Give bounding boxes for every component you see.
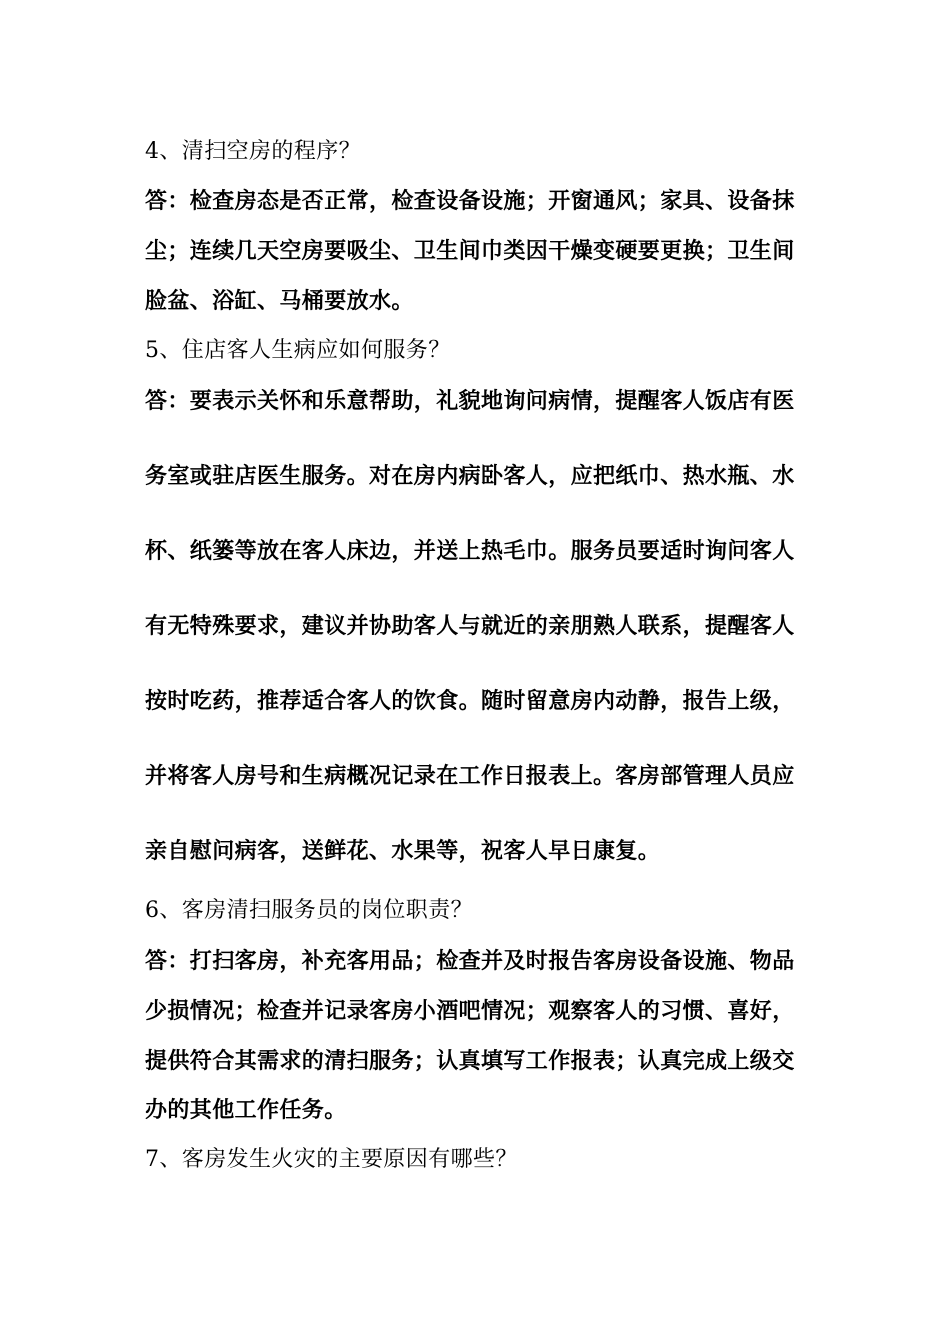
question-6: 6、客房清扫服务员的岗位职责？ bbox=[145, 898, 473, 923]
answer-4-line-3: 脸盆、浴缸、马桶要放水。 bbox=[145, 288, 414, 314]
answer-5-line-4: 有无特殊要求，建议并协助客人与就近的亲朋熟人联系，提醒客人 bbox=[145, 613, 795, 639]
answer-5-line-1: 答：要表示关怀和乐意帮助，礼貌地询问病情，提醒客人饭店有医 bbox=[145, 388, 795, 414]
answer-6-line-4: 办的其他工作任务。 bbox=[145, 1097, 347, 1123]
question-4: 4、清扫空房的程序？ bbox=[145, 139, 361, 164]
question-7: 7、客房发生火灾的主要原因有哪些？ bbox=[145, 1147, 518, 1172]
question-5: 5、住店客人生病应如何服务？ bbox=[145, 338, 451, 363]
answer-4-line-2: 尘；连续几天空房要吸尘、卫生间巾类因干燥变硬要更换；卫生间 bbox=[145, 238, 795, 264]
answer-5-line-5: 按时吃药，推荐适合客人的饮食。随时留意房内动静，报告上级， bbox=[145, 688, 795, 714]
answer-5-line-2: 务室或驻店医生服务。对在房内病卧客人，应把纸巾、热水瓶、水 bbox=[145, 463, 795, 489]
answer-4-line-1: 答：检查房态是否正常，检查设备设施；开窗通风；家具、设备抹 bbox=[145, 188, 795, 214]
answer-5-line-7: 亲自慰问病客，送鲜花、水果等，祝客人早日康复。 bbox=[145, 838, 661, 864]
answer-6-line-1: 答：打扫客房，补充客用品；检查并及时报告客房设备设施、物品 bbox=[145, 948, 795, 974]
answer-6-line-3: 提供符合其需求的清扫服务；认真填写工作报表；认真完成上级交 bbox=[145, 1048, 795, 1074]
answer-6-line-2: 少损情况；检查并记录客房小酒吧情况；观察客人的习惯、喜好， bbox=[145, 998, 795, 1024]
answer-5-line-3: 杯、纸篓等放在客人床边，并送上热毛巾。服务员要适时询问客人 bbox=[145, 538, 795, 564]
answer-5-line-6: 并将客人房号和生病概况记录在工作日报表上。客房部管理人员应 bbox=[145, 763, 795, 789]
